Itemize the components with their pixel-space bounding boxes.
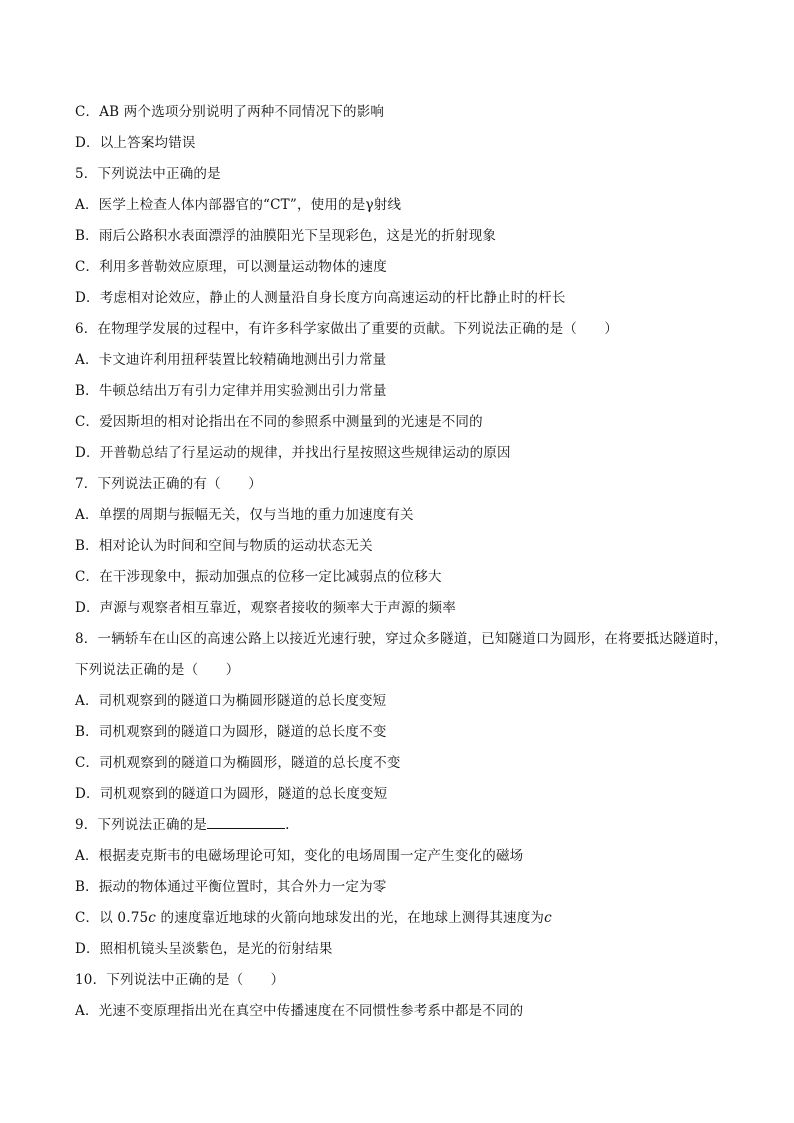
question-5-stem: 5．下列说法中正确的是 — [75, 166, 221, 182]
question-8-stem: 8．一辆轿车在山区的高速公路上以接近光速行驶，穿过众多隧道，已知隧道口为圆形，在将要抵达隧道时， — [75, 631, 728, 647]
option-d-q4: D．以上答案均错误 — [75, 135, 196, 151]
option-c-q9-prefix: C．以 0.75 — [75, 910, 149, 926]
option-a-q5: A．医学上检查人体内部器官的“CT”，使用的是γ射线 — [75, 197, 402, 213]
option-a-q9: A．根据麦克斯韦的电磁场理论可知，变化的电场周围一定产生变化的磁场 — [75, 848, 524, 864]
option-c-q7: C．在干涉现象中，振动加强点的位移一定比减弱点的位移大 — [75, 569, 442, 585]
question-7-stem: 7．下列说法正确的有（ ） — [75, 476, 262, 492]
option-b-q9: B．振动的物体通过平衡位置时，其合外力一定为零 — [75, 879, 387, 895]
answer-blank — [207, 816, 285, 829]
option-a-q7: A．单摆的周期与振幅无关，仅与当地的重力加速度有关 — [75, 507, 414, 523]
option-d-q7: D．声源与观察者相互靠近，观察者接收的频率大于声源的频率 — [75, 600, 456, 616]
option-b-q8: B．司机观察到的隧道口为圆形，隧道的总长度不变 — [75, 724, 387, 740]
option-a-q6: A．卡文迪许利用扭秤装置比较精确地测出引力常量 — [75, 352, 387, 368]
question-10-stem: 10．下列说法中正确的是（ ） — [75, 972, 285, 988]
option-d-q6: D．开普勒总结了行星运动的规律，并找出行星按照这些规律运动的原因 — [75, 445, 511, 461]
option-b-q6: B．牛顿总结出万有引力定律并用实验测出引力常量 — [75, 383, 387, 399]
question-8-stem-cont: 下列说法正确的是（ ） — [75, 662, 240, 678]
question-9-stem-text: 9．下列说法正确的是 — [75, 817, 208, 833]
speed-of-light-var: c — [148, 910, 157, 926]
question-9-stem-end: . — [285, 817, 290, 833]
option-b-q5: B．雨后公路积水表面漂浮的油膜阳光下呈现彩色，这是光的折射现象 — [75, 228, 497, 244]
speed-of-light-var-2: c — [544, 910, 552, 926]
option-b-q7: B．相对论认为时间和空间与物质的运动状态无关 — [75, 538, 373, 554]
option-c-q9-mid: 的速度靠近地球的火箭向地球发出的光，在地球上测得其速度为 — [156, 910, 545, 926]
option-c-q5: C．利用多普勒效应原理，可以测量运动物体的速度 — [75, 259, 387, 275]
option-c-q9 — [75, 909, 725, 927]
option-a-q10: A．光速不变原理指出光在真空中传播速度在不同惯性参考系中都是不同的 — [75, 1003, 524, 1019]
question-9-stem — [75, 816, 725, 834]
question-6-stem: 6．在物理学发展的过程中，有许多科学家做出了重要的贡献。下列说法正确的是（ ） — [75, 321, 619, 337]
option-d-q8: D．司机观察到的隧道口为圆形，隧道的总长度变短 — [75, 786, 388, 802]
option-d-q5: D．考虑相对论效应，静止的人测量沿自身长度方向高速运动的杆比静止时的杆长 — [75, 290, 566, 306]
option-c-q6: C．爱因斯坦的相对论指出在不同的参照系中测量到的光速是不同的 — [75, 414, 483, 430]
option-d-q9: D．照相机镜头呈淡紫色，是光的衍射结果 — [75, 941, 333, 957]
option-c-q8: C．司机观察到的隧道口为椭圆形，隧道的总长度不变 — [75, 755, 401, 771]
option-a-q8: A．司机观察到的隧道口为椭圆形隧道的总长度变短 — [75, 693, 387, 709]
option-c-q4: C．AB 两个选项分别说明了两种不同情况下的影响 — [75, 104, 385, 120]
